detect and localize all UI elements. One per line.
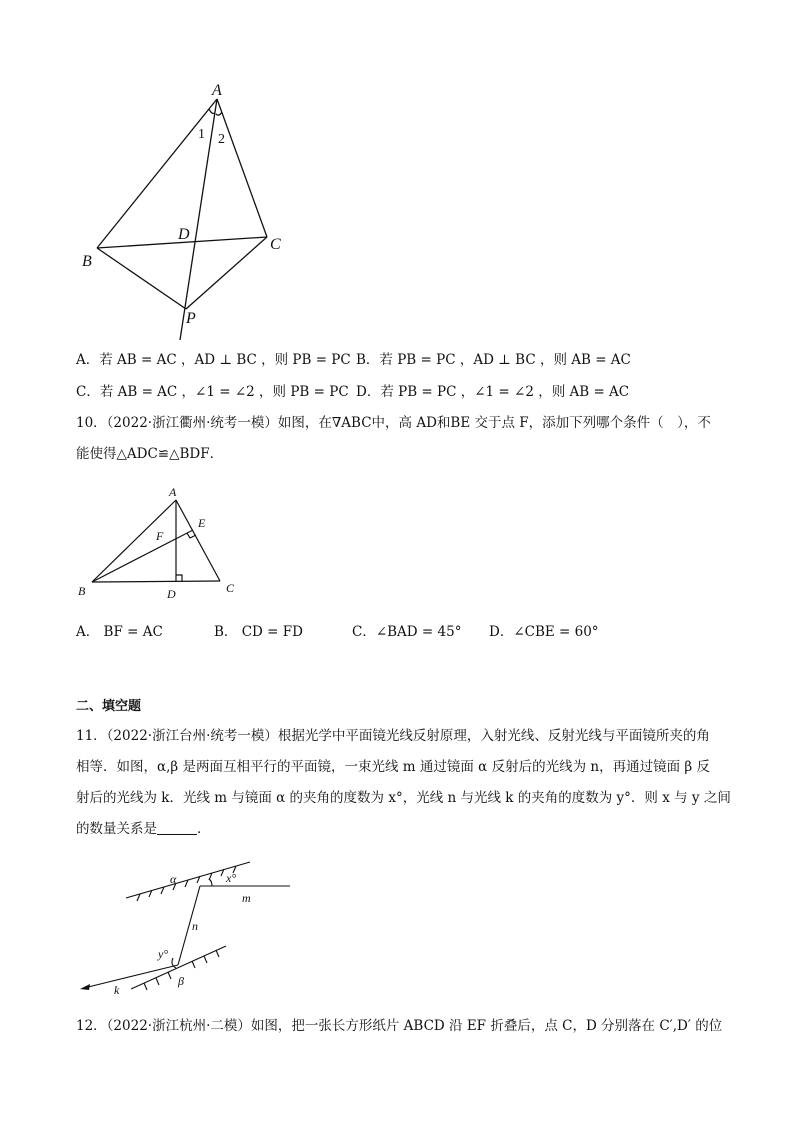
figure-triangle-abcp xyxy=(70,78,320,348)
segment-bp xyxy=(97,248,186,309)
q12-text-line-1: 12．（2022·浙江杭州·二模）如图，把一张长方形纸片 ABCD 沿 EF 折叠后，点 C，D 分别落在 C′,D′ 的位 xyxy=(76,1018,723,1034)
q10-text-line-1: 10．（2022·浙江衢州·统考一模）如图，在∇ABC中，高 AD和BE 交于点 F，添加下列哪个条件（ ），不 xyxy=(76,415,711,431)
q11-text-line-4 xyxy=(76,819,211,839)
label-alpha: α xyxy=(170,872,177,886)
q11-text-line-1: 11．（2022·浙江台州·统考一模）根据光学中平面镜光线反射原理，入射光线、反射光线与平面镜所夹的角 xyxy=(76,728,710,744)
q11-text-line-3: 射后的光线为 k．光线 m 与镜面 α 的夹角的度数为 x°，光线 n 与光线 k 的夹角的度数为 y°．则 x 与 y 之间 xyxy=(76,790,731,806)
label-n: n xyxy=(192,919,198,933)
label-a: A xyxy=(212,82,222,99)
label-m: m xyxy=(242,891,251,905)
figure-triangle-abc-altitudes xyxy=(70,480,250,605)
label-beta: β xyxy=(178,974,184,988)
q10-option-b: B． CD = FD xyxy=(214,624,303,640)
q9-option-c: C．若 AB = AC ，∠1 = ∠2 ，则 PB = PC xyxy=(76,384,349,400)
label-a: A xyxy=(169,485,177,499)
segment-ac xyxy=(176,500,220,581)
ray-k-arrowhead xyxy=(80,984,90,990)
label-b: B xyxy=(78,584,86,598)
label-p: P xyxy=(186,310,196,327)
right-angle-d xyxy=(176,575,182,581)
ray-k xyxy=(84,965,178,988)
label-e: E xyxy=(198,516,206,530)
angle-arc-x xyxy=(209,879,212,886)
q11-line4-end: ． xyxy=(197,821,211,837)
mirror-alpha-hatch xyxy=(137,866,236,901)
q10-option-d: D．∠CBE = 60° xyxy=(489,624,599,640)
segment-cp xyxy=(186,237,267,309)
label-x: x° xyxy=(226,871,237,885)
label-b: B xyxy=(82,253,92,270)
segment-bc xyxy=(92,581,220,582)
segment-ab xyxy=(97,99,217,248)
q9-option-a: A．若 AB = AC ，AD ⊥ BC ，则 PB = PC xyxy=(76,352,351,368)
label-c: C xyxy=(226,581,235,595)
q10-text-line-2: 能使得△ADC≌△BDF． xyxy=(76,446,224,462)
segment-be xyxy=(92,530,193,582)
label-f: F xyxy=(156,529,164,543)
segment-ab xyxy=(92,500,176,582)
section-title-fill-in: 二、填空题 xyxy=(76,699,142,714)
segment-ac xyxy=(217,99,267,237)
label-k: k xyxy=(114,983,120,997)
label-y: y° xyxy=(158,947,169,961)
q11-line4-text: 的数量关系是 xyxy=(76,821,157,837)
angle-arc-1 xyxy=(209,109,215,114)
q10-option-a: A． BF = AC xyxy=(76,624,163,640)
q11-text-line-2: 相等．如图，α,β 是两面互相平行的平面镜，一束光线 m 通过镜面 α 反射后的光线为 n，再通过镜面 β 反 xyxy=(76,759,710,775)
figure-parallel-mirrors xyxy=(76,862,306,1000)
q9-option-b: B．若 PB = PC ，AD ⊥ BC ，则 AB = AC xyxy=(356,352,631,368)
q11-answer-blank[interactable] xyxy=(157,820,197,835)
label-angle-2: 2 xyxy=(218,132,225,147)
label-c: C xyxy=(270,236,281,253)
angle-arc-2 xyxy=(216,112,222,115)
label-d: D xyxy=(167,587,176,601)
label-angle-1: 1 xyxy=(198,127,205,142)
q10-option-c: C．∠BAD = 45° xyxy=(352,624,462,640)
label-d: D xyxy=(178,226,190,243)
q9-option-d: D．若 PB = PC ，∠1 = ∠2 ，则 AB = AC xyxy=(356,384,630,400)
